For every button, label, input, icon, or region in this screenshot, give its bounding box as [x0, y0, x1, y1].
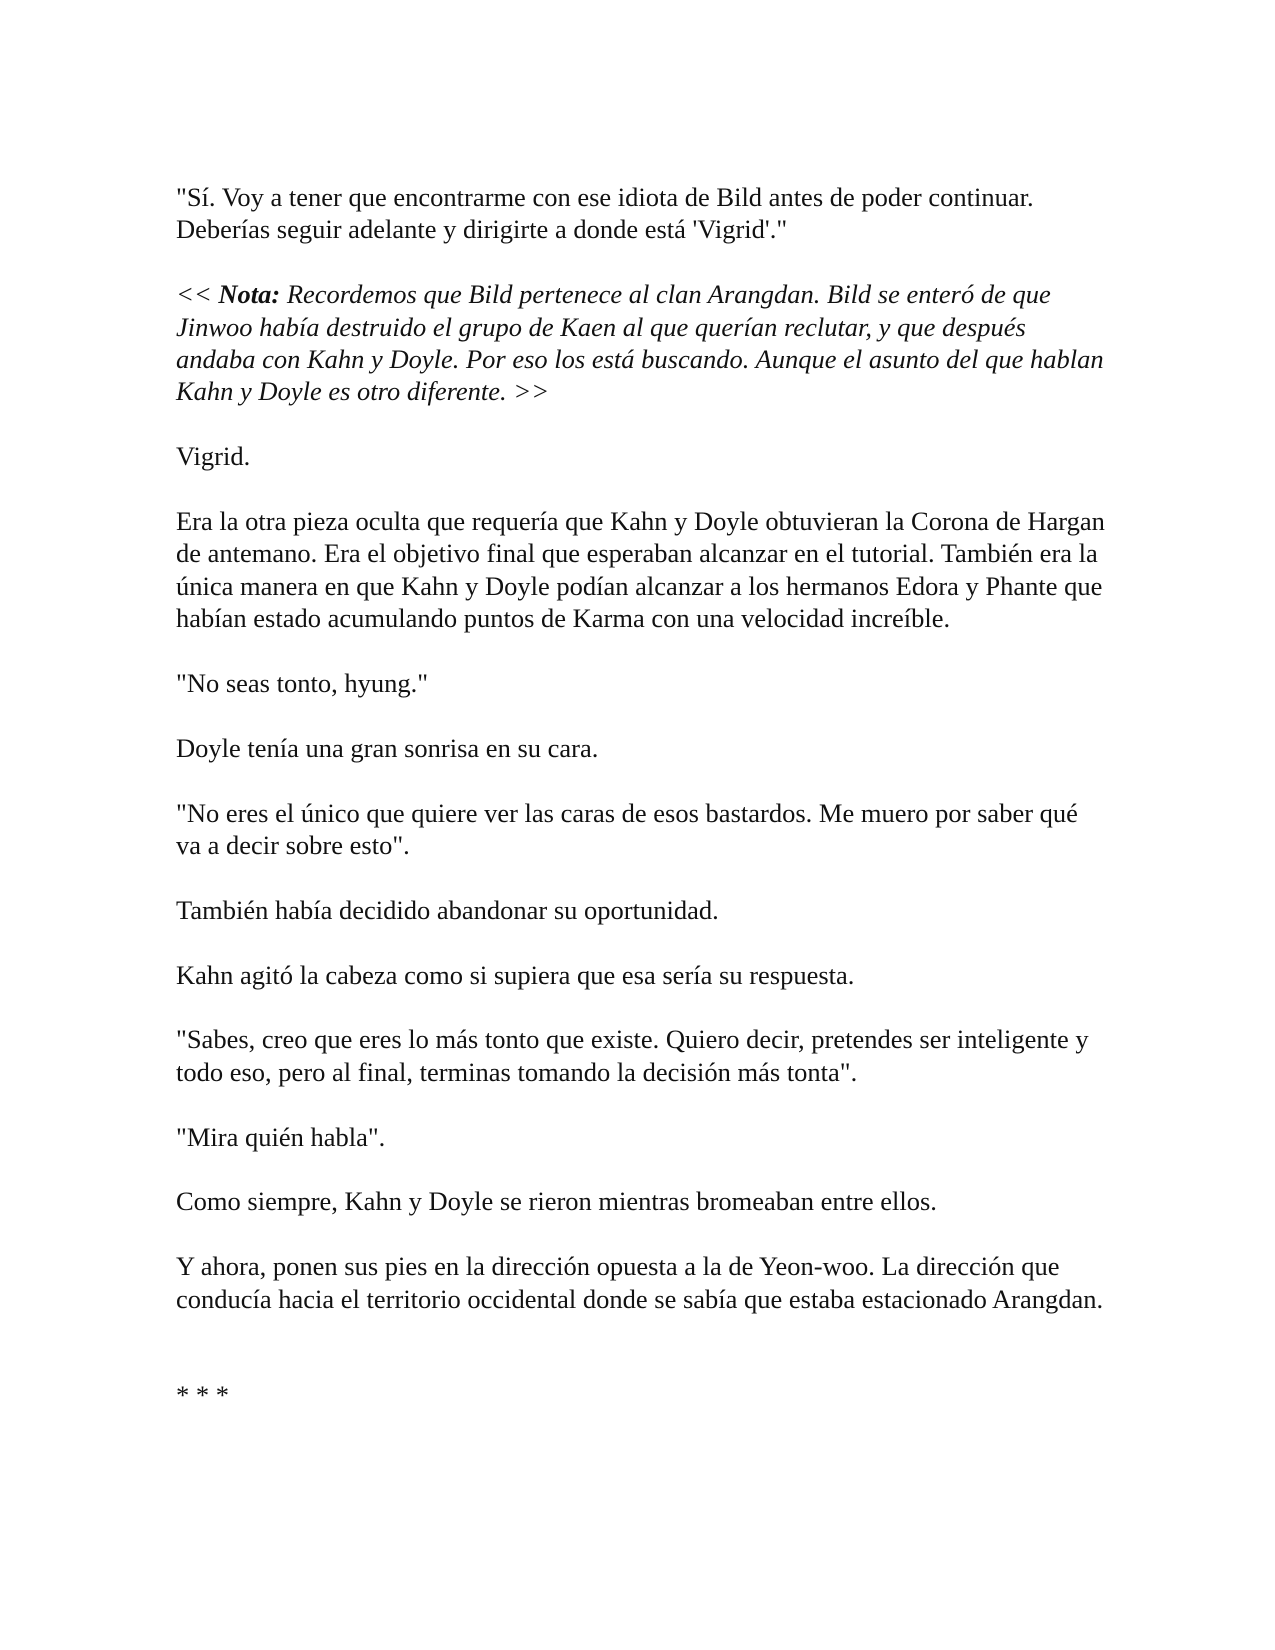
paragraph: Kahn agitó la cabeza como si supiera que esa sería su respuesta. [176, 959, 855, 990]
paragraph: "Sabes, creo que eres lo más tonto que existe. Quiero decir, pretendes ser inteligente y todo eso, pero al final, terminas tomando la decisión más tonta". [176, 1024, 1089, 1087]
translator-note [176, 278, 1106, 408]
note-open-marker: << [176, 279, 219, 310]
paragraph: También había decidido abandonar su oportunidad. [176, 894, 719, 925]
paragraph: "No seas tonto, hyung." [176, 668, 429, 699]
paragraph: Y ahora, ponen sus pies en la dirección opuesta a la de Yeon-woo. La dirección que conducía hacia el territorio occidental donde se sabía que estaba estacionado Arangdan. [176, 1251, 1104, 1314]
paragraph: "Sí. Voy a tener que encontrarme con ese idiota de Bild antes de poder continuar. Deberías seguir adelante y dirigirte a donde está 'Vigrid'." [176, 182, 1034, 245]
document-page [176, 181, 1106, 1444]
note-close-marker: >> [506, 376, 550, 407]
paragraph: Vigrid. [176, 441, 251, 472]
paragraph: Era la otra pieza oculta que requería que Kahn y Doyle obtuvieran la Corona de Hargan de antemano. Era el objetivo final que esperaban alcanzar en el tutorial. También era la única manera en que Kahn y Doyle podían alcanzar a los hermanos Edora y Phante que habían estado acumulando puntos de Karma con una velocidad increíble. [176, 506, 1105, 634]
note-text: Recordemos que Bild pertenece al clan Arangdan. Bild se enteró de que Jinwoo había destruido el grupo de Kaen al que querían reclutar, y que después andaba con Kahn y Doyle. Por eso los está buscando. Aunque el asunto del que hablan Kahn y Doyle es otro diferente. [176, 279, 1104, 407]
paragraph: "Mira quién habla". [176, 1121, 386, 1152]
paragraph: Doyle tenía una gran sonrisa en su cara. [176, 732, 599, 763]
paragraph: Como siempre, Kahn y Doyle se rieron mientras bromeaban entre ellos. [176, 1186, 937, 1217]
scene-separator: * * * [176, 1380, 229, 1411]
note-label: Nota: [218, 279, 281, 310]
paragraph: "No eres el único que quiere ver las caras de esos bastardos. Me muero por saber qué va a decir sobre esto". [176, 797, 1078, 861]
